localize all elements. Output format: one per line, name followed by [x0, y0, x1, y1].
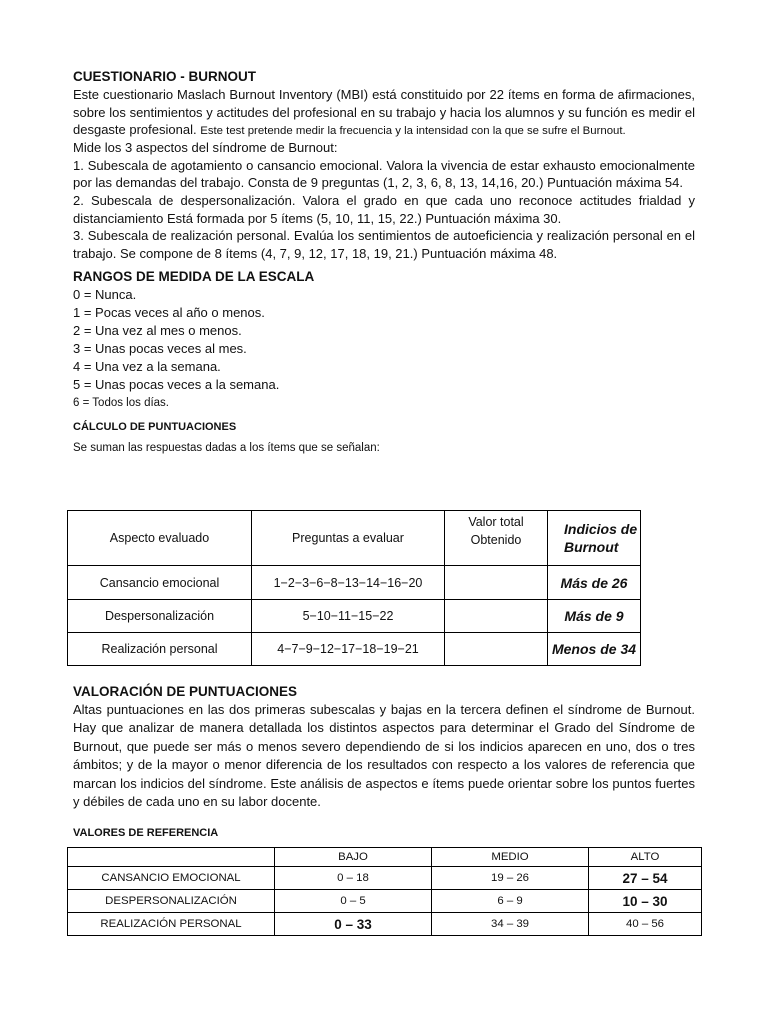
- cell-total[interactable]: [445, 566, 548, 600]
- cell-total[interactable]: [445, 600, 548, 633]
- cell-label: CANSANCIO EMOCIONAL: [68, 867, 275, 890]
- subscale-1: 1. Subescala de agotamiento o cansancio emocional. Valora la vivencia de estar exhausto emocionalmente por las demandas del trabajo. Consta de 9 preguntas (1, 2, 3, 6, 8, 13, 14,16, 20.) Puntuación máxima 54.: [73, 157, 695, 191]
- intro-small-text: Este test pretende medir la frecuencia y la intensidad con la que se sufre el Burnout.: [200, 125, 626, 138]
- cell-label: REALIZACIÓN PERSONAL: [68, 913, 275, 936]
- valuation-text: Altas puntuaciones en las dos primeras subescalas y bajas en la tercera definen el síndrome de Burnout. Hay que analizar de manera detallada los distintos aspectos para determinar el Grado del Síndrome de Burnout, que puede ser más o menos severo dependiendo de si los indicios aparecen en uno, dos o tres ámbitos; y de la mayor o menor diferencia de los resultados con respecto a los valores de referencia que marcan los indicios del síndrome. Este análisis de aspectos e ítems puede orientar sobre los puntos fuertes y débiles de cada uno en su labor docente.: [73, 702, 695, 810]
- subscale-3: 3. Subescala de realización personal. Evalúa los sentimientos de autoeficiencia y realización personal en el trabajo. Se compone de 8 ítems (4, 7, 9, 12, 17, 18, 19, 21.) Puntuación máxima 48.: [73, 228, 695, 261]
- valuation-section: [73, 683, 695, 848]
- cell-aspect: Realización personal: [68, 633, 252, 666]
- list-item: 4 = Una vez a la semana.: [73, 359, 221, 375]
- reference-heading: VALORES DE REFERENCIA: [73, 827, 219, 840]
- cell-bajo: 0 – 5: [275, 890, 432, 913]
- reference-table: [67, 847, 702, 936]
- header-indicator: Indicios de Burnout: [548, 511, 641, 566]
- intro-paragraph: [73, 86, 695, 139]
- aspects-intro: Mide los 3 aspectos del síndrome de Burnout:: [73, 140, 338, 156]
- cell-alto: 40 – 56: [589, 913, 702, 936]
- cell-medio: 6 – 9: [432, 890, 589, 913]
- table-row: [68, 890, 702, 913]
- cell-questions: 1−2−3−6−8−13−14−16−20: [252, 566, 445, 600]
- subscale-2: 2. Subescala de despersonalización. Valora el grado en que cada uno reconoce actitudes frialdad y distanciamiento Está formada por 5 ítems (5, 10, 11, 15, 22.) Puntuación máxima 30.: [73, 192, 695, 226]
- cell-medio: 34 – 39: [432, 913, 589, 936]
- document-body: [73, 68, 695, 464]
- header-questions: Preguntas a evaluar: [252, 511, 445, 566]
- cell-aspect: Despersonalización: [68, 600, 252, 633]
- cell-indicator: Más de 26: [548, 566, 641, 600]
- list-item: 6 = Todos los días.: [73, 397, 170, 410]
- calc-heading: CÁLCULO DE PUNTUACIONES: [73, 421, 237, 434]
- header-empty: [68, 848, 275, 867]
- ranges-heading: RANGOS DE MEDIDA DE LA ESCALA: [73, 269, 315, 285]
- cell-alto: 10 – 30: [589, 890, 702, 913]
- header-bajo: BAJO: [275, 848, 432, 867]
- header-aspect: Aspecto evaluado: [68, 511, 252, 566]
- table-row: [68, 867, 702, 890]
- valuation-heading: VALORACIÓN DE PUNTUACIONES: [73, 684, 298, 699]
- list-item: 5 = Unas pocas veces a la semana.: [73, 377, 280, 393]
- list-item: 3 = Unas pocas veces al mes.: [73, 341, 247, 357]
- cell-medio: 19 – 26: [432, 867, 589, 890]
- document-title: CUESTIONARIO - BURNOUT: [73, 69, 256, 84]
- list-item: 0 = Nunca.: [73, 287, 137, 303]
- table-header-row: [68, 511, 641, 566]
- cell-bajo: 0 – 18: [275, 867, 432, 890]
- calc-note: Se suman las respuestas dadas a los ítems que se señalan:: [73, 442, 380, 455]
- table-row: [68, 566, 641, 600]
- list-item: 1 = Pocas veces al año o menos.: [73, 305, 265, 321]
- cell-aspect: Cansancio emocional: [68, 566, 252, 600]
- ranges-list: [73, 286, 695, 412]
- cell-indicator: Menos de 34: [548, 633, 641, 666]
- cell-questions: 4−7−9−12−17−18−19−21: [252, 633, 445, 666]
- cell-indicator: Más de 9: [548, 600, 641, 633]
- header-alto: ALTO: [589, 848, 702, 867]
- table-header-row: [68, 848, 702, 867]
- cell-alto: 27 – 54: [589, 867, 702, 890]
- table-row: [68, 600, 641, 633]
- table-row: [68, 913, 702, 936]
- list-item: 2 = Una vez al mes o menos.: [73, 323, 242, 339]
- score-table: [67, 510, 641, 666]
- header-total: Valor total Obtenido: [445, 511, 548, 566]
- cell-label: DESPERSONALIZACIÓN: [68, 890, 275, 913]
- cell-total[interactable]: [445, 633, 548, 666]
- cell-questions: 5−10−11−15−22: [252, 600, 445, 633]
- table-row: [68, 633, 641, 666]
- header-medio: MEDIO: [432, 848, 589, 867]
- cell-bajo: 0 – 33: [275, 913, 432, 936]
- intro-text: Este cuestionario Maslach Burnout Inventory (MBI) está constituido por 22 ítems en forma de afirmaciones, sobre los sentimientos y actitudes del profesional en su trabajo y hacia los alumnos y su función es medir el desgaste profesional.: [73, 87, 695, 138]
